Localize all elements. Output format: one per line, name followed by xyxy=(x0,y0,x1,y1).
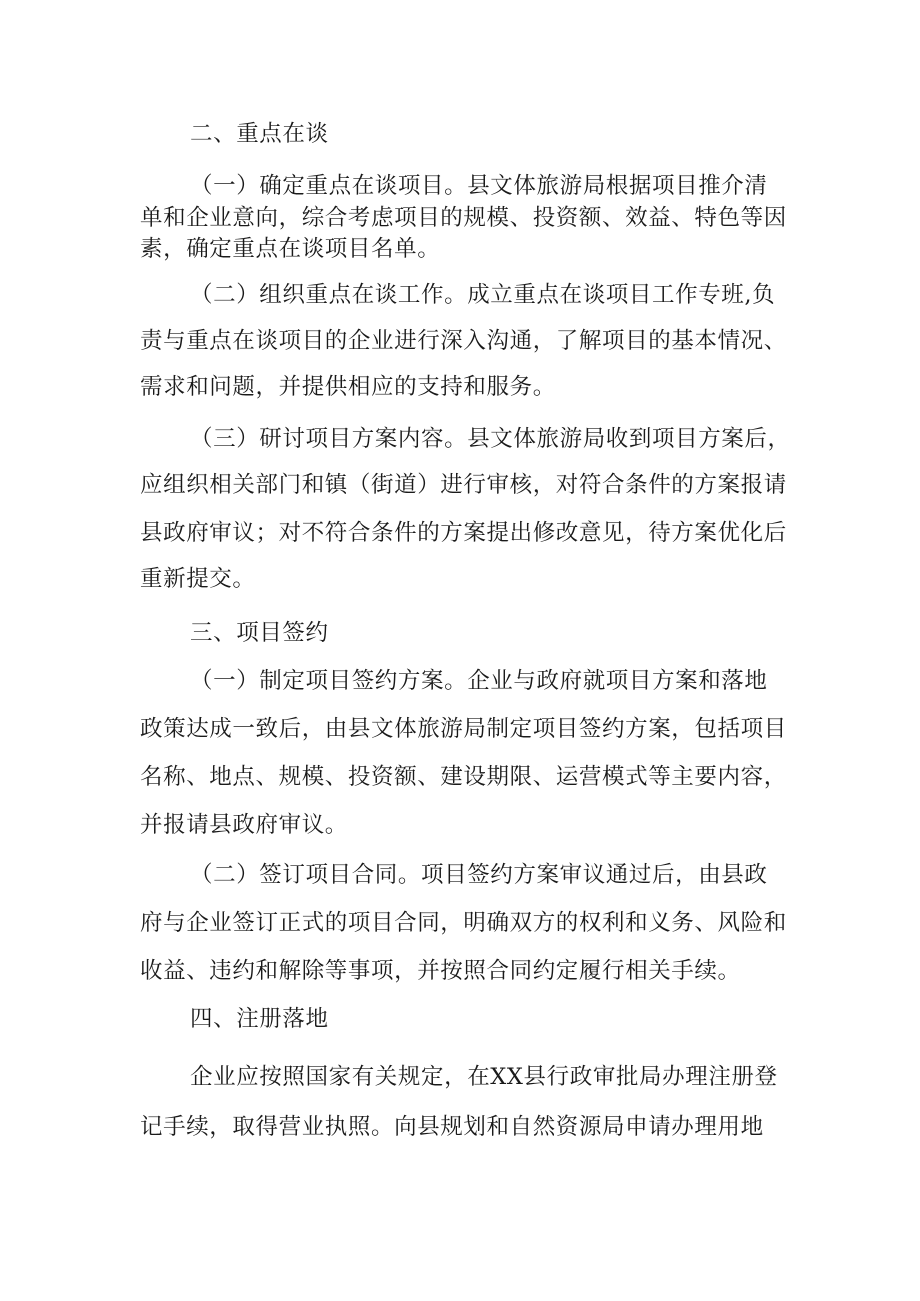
section-heading: 四、注册落地 xyxy=(190,1006,329,1032)
paragraph-line: 应组织相关部门和镇（街道）进行审核，对符合条件的方案报请 xyxy=(140,472,787,498)
paragraph-line: 名称、地点、规模、投资额、建设期限、运营模式等主要内容， xyxy=(140,764,787,790)
paragraph-line: 需求和问题，并提供相应的支持和服务。 xyxy=(140,374,556,400)
paragraph-line: 府与企业签订正式的项目合同，明确双方的权利和义务、风险和 xyxy=(140,910,787,936)
paragraph-line: 单和企业意向，综合考虑项目的规模、投资额、效益、特色等因 xyxy=(140,205,787,231)
paragraph-line: （一）制定项目签约方案。企业与政府就项目方案和落地 xyxy=(190,668,768,694)
paragraph-line: （二）组织重点在谈工作。成立重点在谈项目工作专班,负 xyxy=(190,282,776,308)
paragraph-line: （二）签订项目合同。项目签约方案审议通过后，由县政 xyxy=(190,862,768,888)
paragraph-line: （一）确定重点在谈项目。县文体旅游局根据项目推介清 xyxy=(190,173,768,199)
paragraph-line: 责与重点在谈项目的企业进行深入沟通，了解项目的基本情况、 xyxy=(140,328,787,354)
paragraph-line: 素，确定重点在谈项目名单。 xyxy=(140,236,441,262)
section-heading: 三、项目签约 xyxy=(190,620,329,646)
paragraph-line: 重新提交。 xyxy=(140,566,256,592)
paragraph-line: 收益、违约和解除等事项，并按照合同约定履行相关手续。 xyxy=(140,958,741,984)
paragraph-line: 企业应按照国家有关规定，在XX县行政审批局办理注册登 xyxy=(190,1064,778,1090)
paragraph-line: 记手续，取得营业执照。向县规划和自然资源局申请办理用地 xyxy=(140,1114,764,1140)
section-heading: 二、重点在谈 xyxy=(190,121,329,147)
paragraph-line: 并报请县政府审议。 xyxy=(140,812,348,838)
paragraph-line: 县政府审议；对不符合条件的方案提出修改意见，待方案优化后 xyxy=(140,520,787,546)
paragraph-line: （三）研讨项目方案内容。县文体旅游局收到项目方案后， xyxy=(190,426,791,452)
paragraph-line: 政策达成一致后，由县文体旅游局制定项目签约方案，包括项目 xyxy=(140,716,787,742)
